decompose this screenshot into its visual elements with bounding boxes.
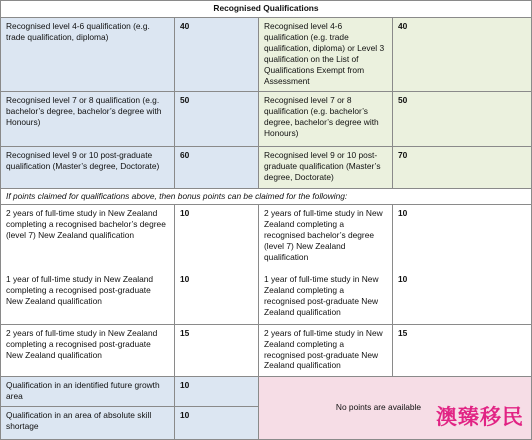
current-points-level-9-10: 60 <box>175 147 259 189</box>
bonus-current-2yr-postgrad-study: 2 years of full-time study in New Zealand completing a recognised post-graduate New Zealand qualification <box>1 324 175 376</box>
new-qualification-level-4-6: Recognised level 4-6 qualification (e.g. trade qualification, diploma) or Level 3 qualification on the List of Qualifications Exempt from Assessment <box>259 18 393 92</box>
absolute-skill-shortage-qualification: Qualification in an area of absolute skill shortage <box>1 406 175 439</box>
bonus-current-1yr-postgrad-study: 1 year of full-time study in New Zealand completing a recognised post-graduate New Zealand qualification <box>1 271 175 324</box>
bonus-new-1yr-postgrad-study: 1 year of full-time study in New Zealand completing a recognised post-graduate New Zealand qualification <box>259 271 393 324</box>
new-points-level-7-8: 50 <box>393 92 532 147</box>
new-points-level-9-10: 70 <box>393 147 532 189</box>
current-qualification-level-9-10: Recognised level 9 or 10 post-graduate qualification (Master’s degree, Doctorate) <box>1 147 175 189</box>
bonus-current-bachelor-points: 10 <box>175 205 259 271</box>
new-qualification-level-7-8: Recognised level 7 or 8 qualification (e.g. bachelor’s degree, bachelor’s degree with Honours) <box>259 92 393 147</box>
bonus-new-2yr-postgrad-points: 15 <box>393 324 532 376</box>
watermark-logo-text: 澳臻移民 <box>436 403 524 429</box>
bonus-current-2yr-postgrad-points: 15 <box>175 324 259 376</box>
current-points-level-4-6: 40 <box>175 18 259 92</box>
bonus-new-bachelor-points: 10 <box>393 205 532 271</box>
no-points-available-cell: No points are available <box>259 376 532 439</box>
new-qualification-level-9-10: Recognised level 9 or 10 post-graduate qualification (Master’s degree, Doctorate) <box>259 147 393 189</box>
bonus-new-bachelor-study: 2 years of full-time study in New Zealand completing a recognised bachelor’s degree (level 7) New Zealand qualification <box>259 205 393 271</box>
bonus-new-1yr-postgrad-points: 10 <box>393 271 532 324</box>
current-qualification-level-7-8: Recognised level 7 or 8 qualification (e.g. bachelor’s degree, bachelor’s degree with Honours) <box>1 92 175 147</box>
current-points-level-7-8: 50 <box>175 92 259 147</box>
future-growth-area-qualification: Qualification in an identified future growth area <box>1 376 175 406</box>
absolute-skill-shortage-points: 10 <box>175 406 259 439</box>
table-title: Recognised Qualifications <box>1 1 532 18</box>
bonus-current-1yr-postgrad-points: 10 <box>175 271 259 324</box>
future-growth-area-points: 10 <box>175 376 259 406</box>
bonus-points-note: If points claimed for qualifications above, then bonus points can be claimed for the following: <box>1 189 532 205</box>
bonus-current-bachelor-study: 2 years of full-time study in New Zealand completing a recognised bachelor’s degree (level 7) New Zealand qualification <box>1 205 175 271</box>
new-points-level-4-6: 40 <box>393 18 532 92</box>
bonus-new-2yr-postgrad-study: 2 years of full-time study in New Zealand completing a recognised post-graduate New Zealand qualification <box>259 324 393 376</box>
current-qualification-level-4-6: Recognised level 4-6 qualification (e.g. trade qualification, diploma) <box>1 18 175 92</box>
